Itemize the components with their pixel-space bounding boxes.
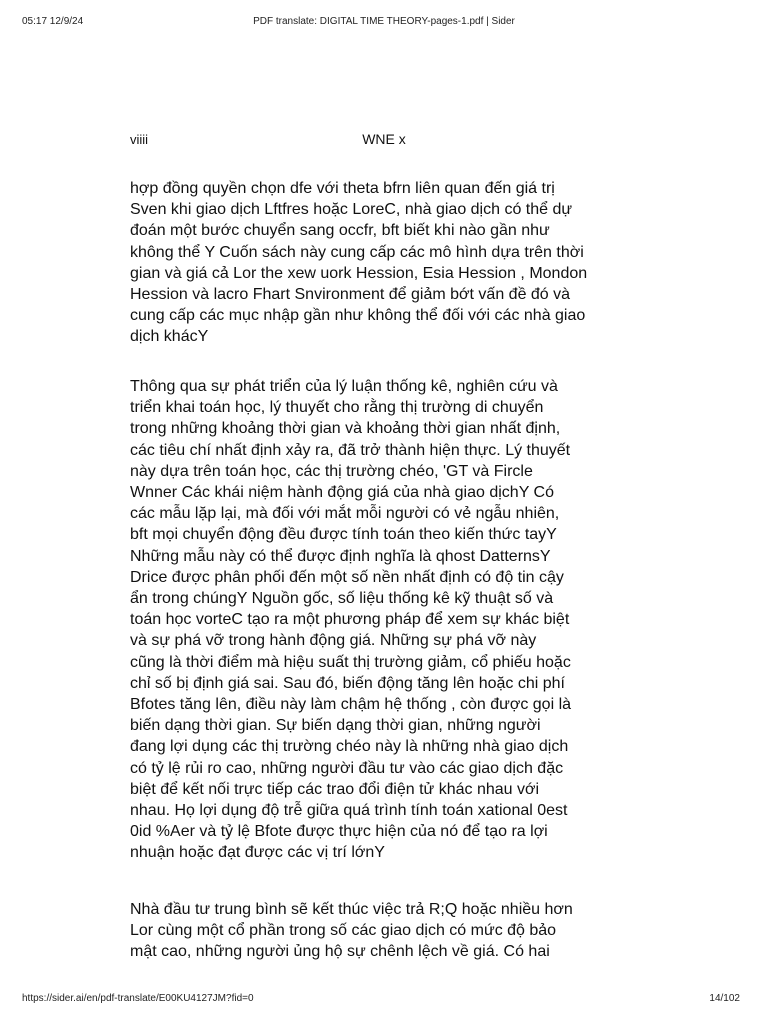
- paragraph-1: hợp đồng quyền chọn dfe với theta bfrn liên quan đến giá trị Sven khi giao dịch Lftfres hoặc LoreC, nhà giao dịch có thể dự đoán một bước chuyển sang occfr, bft biết khi nào gần như không thể Y Cuốn sách này cung cấp các mô hình dựa trên thời gian và giá cả Lor the xew uork Hession, Esia Hession , Mondon Hession và lacro Fhart Snvironment để giảm bớt vấn đề đó và cung cấp các mục nhập gần như không thể đối với các nhà giao dịch khácY: [130, 180, 588, 346]
- print-document-title: PDF translate: DIGITAL TIME THEORY-pages-1.pdf | Sider: [253, 16, 515, 27]
- print-header: [0, 16, 768, 32]
- paragraph-2: Thông qua sự phát triển của lý luận thống kê, nghiên cứu và triển khai toán học, lý thuyết cho rằng thị trường di chuyển trong những khoảng thời gian và khoảng thời gian nhất định, các tiêu chí nhất định xảy ra, đã trở thành hiện thực. Lý thuyết này dựa trên toán học, các thị trường chéo, 'GT và Fircle Wnner Các khái niệm hành động giá của nhà giao dịchY Có các mẫu lặp lại, mà đối với mắt mỗi người có vẻ ngẫu nhiên, bft mọi chuyển động đều được tính toán theo kiến thức tayY Những mẫu này có thể được định nghĩa là qhost DatternsY Drice được phân phối đến một số nền nhất định có độ tin cậy ẩn trong chúngY Nguồn gốc, số liệu thống kê kỹ thuật số và toán học vorteC tạo ra một phương pháp để xem sự khác biệt và sự phá vỡ trong hành động giá. Những sự phá vỡ này cũng là thời điểm mà hiệu suất thị trường giảm, cổ phiếu hoặc chỉ số bị định giá sai. Sau đó, biến động tăng lên hoặc chi phí Bfotes tăng lên, điều này làm chậm hệ thống , còn được gọi là biến dạng thời gian. Sự biến dạng thời gian, những người đang lợi dụng các thị trường chéo này là những nhà giao dịch có tỷ lệ rủi ro cao, những người đầu tư vào các giao dịch đặc biệt để kết nối trực tiếp các trao đổi điện tử khác nhau với nhau. Họ lợi dụng độ trễ giữa quá trình tính toán xational 0est 0id %Aer và tỷ lệ Bfote được thực hiện của nó để tạo ra lợi nhuận hoặc đạt được các vị trí lớnY: [130, 378, 572, 862]
- print-url: https://sider.ai/en/pdf-translate/E00KU4127JM?fid=0: [22, 993, 254, 1004]
- page-heading-text: WNE x: [362, 131, 406, 147]
- page-label: viiii: [130, 132, 149, 147]
- page-heading: [0, 131, 768, 147]
- print-datetime: 05:17 12/9/24: [22, 16, 84, 27]
- print-footer: [0, 993, 768, 1009]
- paragraph-3: Nhà đầu tư trung bình sẽ kết thúc việc trả R;Q hoặc nhiều hơn Lor cùng một cổ phần trong số các giao dịch có mức độ bảo mật cao, những người ủng hộ sự chênh lệch về giá. Có hai: [130, 901, 573, 961]
- print-page-count: 14/102: [709, 993, 740, 1004]
